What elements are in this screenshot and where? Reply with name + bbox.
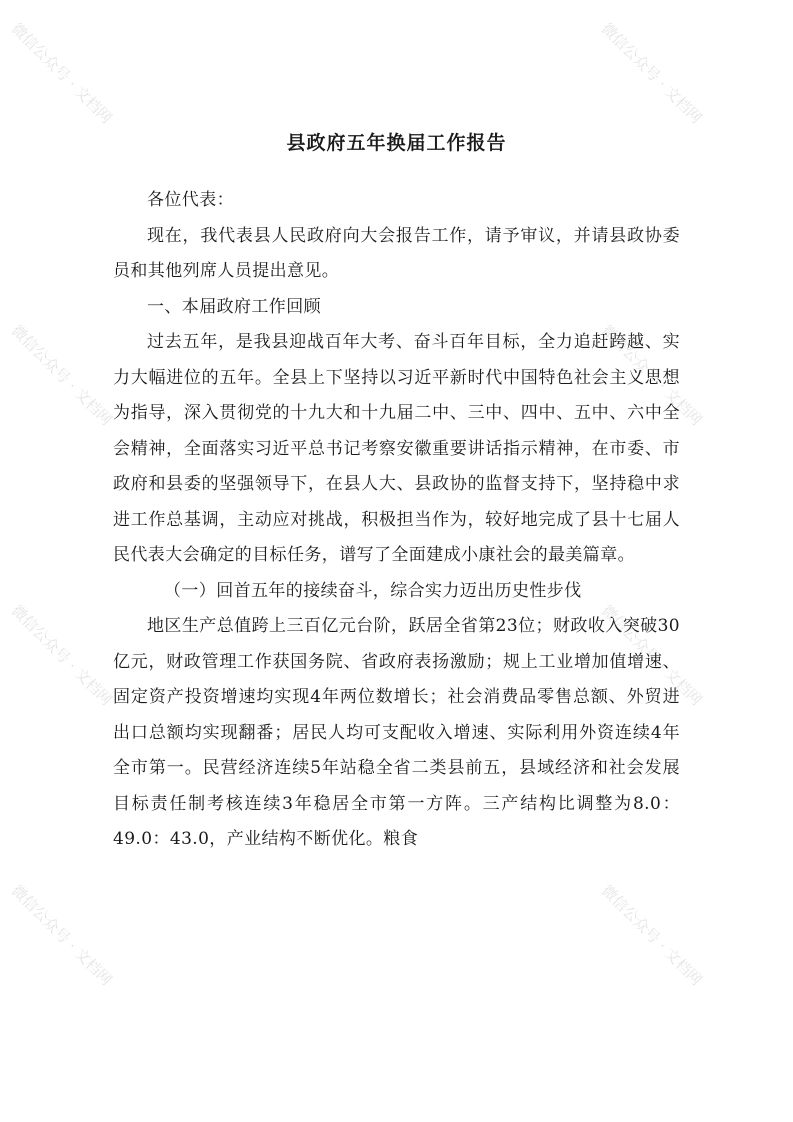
section-heading: 一、本届政府工作回顾 xyxy=(147,296,321,317)
intro-paragraph: 现在，我代表县人民政府向大会报告工作，请予审议，并请县政协委员和其他列席人员提出意见。 xyxy=(113,225,680,281)
salutation: 各位代表： xyxy=(147,190,234,210)
body-paragraph: 过去五年，是我县迎战百年大考、奋斗百年目标，全力追赶跨越、实力大幅进位的五年。全县上下坚持以习近平新时代中国特色社会主义思想为指导，深入贯彻党的十九大和十九届二中、三中、四中、五中、六中全会精神，全面落实习近平总书记考察安徽重要讲话指示精神，在市委、市政府和县委的坚强领导下，在县人大、县政协的监督支持下，坚持稳中求进工作总基调，主动应对挑战，积极担当作为，较好地完成了县十七届人民代表大会确定的目标任务，谱写了全面建成小康社会的最美篇章。 xyxy=(113,332,680,565)
watermark-text: 微信公众号 · 文档网 xyxy=(597,19,706,128)
body-paragraph: 地区生产总值跨上三百亿元台阶，跃居全省第23位；财政收入突破30亿元，财政管理工作获国务院、省政府表扬激励；规上工业增加值增速、固定资产投资增速均实现4年两位数增长；社会消费品零售总额、外贸进出口总额均实现翻番；居民人均可支配收入增速、实际利用外资连续4年全市第一。民营经济连续5年站稳全省二类县前五，县域经济和社会发展目标责任制考核连续3年稳居全市第一方阵。三产结构比调整为8.0：49.0：43.0，产业结构不断优化。粮食 xyxy=(113,616,680,849)
watermark-text: 微信公众号 · 文档网 xyxy=(597,321,706,430)
watermark-text: 微信公众号 · 文档网 xyxy=(7,881,116,990)
watermark-text: 微信公众号 · 文档网 xyxy=(597,881,706,990)
watermark-text: 微信公众号 · 文档网 xyxy=(7,321,116,430)
watermark-text: 微信公众号 · 文档网 xyxy=(597,601,706,710)
watermark-text: 微信公众号 · 文档网 xyxy=(7,601,116,710)
subsection-heading: （一）回首五年的接续奋斗，综合实力迈出历史性步伐 xyxy=(164,580,582,601)
document-title: 县政府五年换届工作报告 xyxy=(286,132,507,154)
document-page xyxy=(113,128,680,858)
watermark-text: 微信公众号 · 文档网 xyxy=(7,19,116,128)
